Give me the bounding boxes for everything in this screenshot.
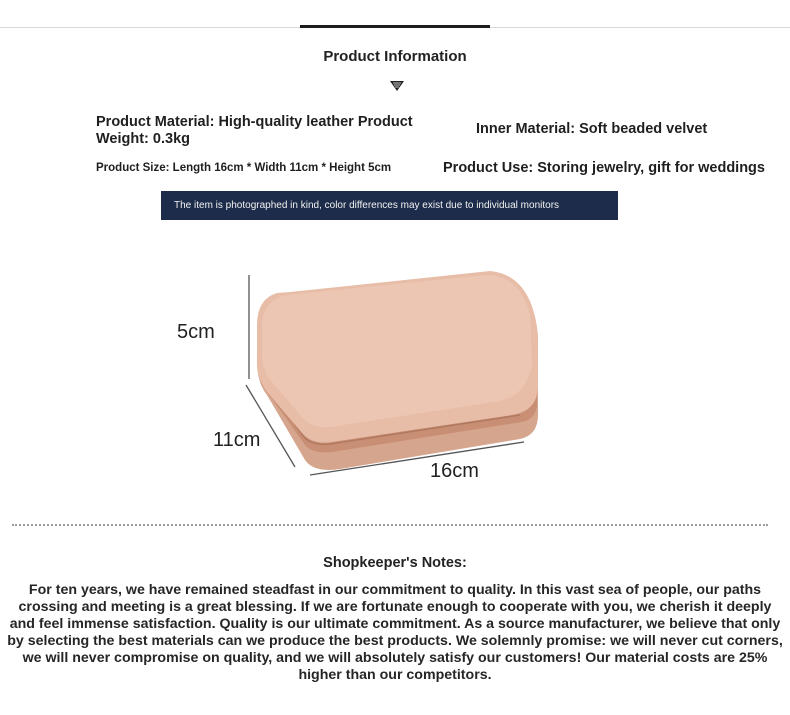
dotted-divider (12, 524, 768, 526)
jewelry-box-illustration (160, 255, 580, 495)
inner-material-text: Inner Material: Soft beaded velvet (476, 121, 708, 137)
tab-accent-bar (300, 25, 490, 28)
page-title: Product Information (323, 48, 467, 65)
color-disclaimer-banner: The item is photographed in kind, color differences may exist due to individual monitors (161, 191, 618, 220)
product-image (160, 255, 580, 495)
notes-body: For ten years, we have remained steadfast in our commitment to quality. In this vast sea of people, our paths crossing and meeting is a great blessing. If we are fortunate enough to cooperate with you, we cherish it deeply and feel immense satisfaction. Quality is our ultimate commitment. As a source manufacturer, we believe that only by selecting the best materials can we produce the best products. We solemnly promise: we will never cut corners, we will never compromise on quality, and we will absolutely satisfy our customers! Our material costs are 25% higher than our competitors. (7, 582, 783, 683)
product-use-text: Product Use: Storing jewelry, gift for weddings (443, 160, 765, 176)
down-arrow-icon (389, 80, 405, 92)
product-size-text: Product Size: Length 16cm * Width 11cm * Height 5cm (96, 162, 392, 174)
product-material-text: Product Material: High-quality leather Product Weight: 0.3kg (96, 114, 413, 147)
height-dimension-label: 5cm (177, 321, 215, 343)
notes-title: Shopkeeper's Notes: (323, 555, 467, 571)
length-dimension-label: 16cm (430, 460, 479, 482)
width-dimension-label: 11cm (213, 429, 261, 451)
